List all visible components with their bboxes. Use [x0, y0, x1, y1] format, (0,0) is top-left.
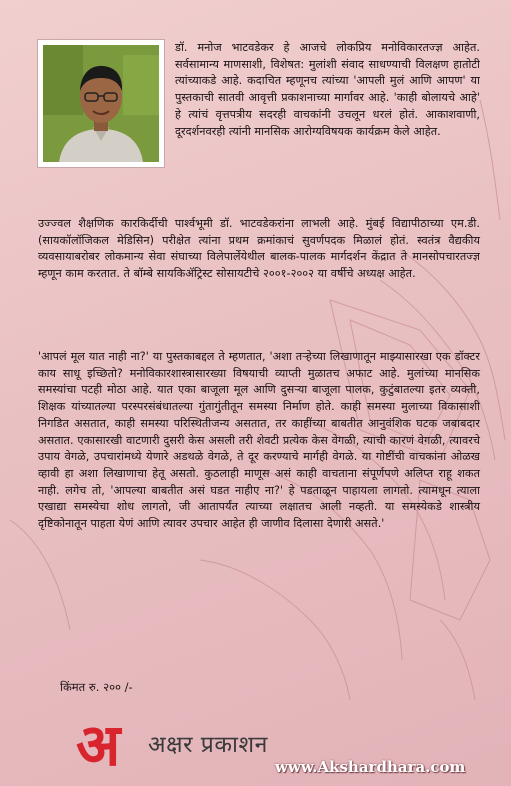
author-photo [43, 45, 159, 162]
akshar-logo-icon: अ [76, 711, 121, 779]
bio-paragraph-2-text: उज्ज्वल शैक्षणिक कारकिर्दीची पार्श्वभूमी डॉ. भाटवडेकरांना लाभली आहे. मुंबई विद्यापीठाच्या एम.डी. (सायकॉलॉजिकल मेडिसिन) परीक्षेत त्यांना प्रथम क्रमांकाचं सुवर्णपदक मिळालं होतं. स्वतंत्र वैद्यकीय व्यवसायाबरोबर लोकमान्य सेवा संघाच्या विलेपार्लेयेथील बालक-पालक मार्गदर्शन केंद्रात ते मानसोपचारतज्ज्ञ म्हणून काम करतात. ते बॉम्बे सायकिॲट्रिस्ट सोसायटीचे २००१-२००२ या वर्षीचे अध्यक्ष आहेत. [38, 217, 480, 281]
publisher-website-link[interactable]: www.Akshardhara.com [275, 758, 466, 776]
price-label: किंमत रु. २०० /- [60, 680, 133, 694]
author-bio-paragraph-1 [175, 40, 480, 140]
bio-paragraph-1-text: डॉ. मनोज भाटवडेकर हे आजचे लोकप्रिय मनोविकारतज्ज्ञ आहेत. सर्वसामान्य माणसाशी, विशेषत: मुलांशी संवाद साधण्याची विलक्षण हातोटी त्यांच्याकडे आहे. कदाचित म्हणूनच त्यांच्या 'आपली मुलं आणि आपण' या पुस्तकाची सातवी आवृत्ती प्रकाशनाच्या मार्गावर आहे. 'काही बोलायचे आहे' हे त्यांचं वृत्तपत्रीय सदरही वाचकांनी उचलून धरलं होतं. आकाशवाणी, दूरदर्शनवरही त्यांनी मानसिक आरोग्यविषयक कार्यक्रम केले आहेत. [175, 41, 480, 138]
author-photo-frame [38, 40, 164, 167]
author-quote-paragraph [38, 349, 480, 533]
author-bio-paragraph-2 [38, 216, 480, 283]
publisher-name: अक्षर प्रकाशन [148, 732, 268, 758]
author-portrait-icon [43, 45, 159, 162]
quote-paragraph-text: 'आपलं मूल यात नाही ना?' या पुस्तकाबद्दल ते म्हणतात, 'अशा तऱ्हेच्या लिखाणातून माझ्यासारखा एक डॉक्टर काय साधू इच्छितो? मनोविकारशास्त्रासारख्या विषयाची व्याप्ती मुळातच अफाट आहे. मुलांच्या मानसिक समस्यांचा पटही मोठा आहे. यात एका बाजूला मूल आणि दुसऱ्या बाजूला पालक, कुटुंबातल्या इतर व्यक्ती, शिक्षक यांच्यातल्या परस्परसंबंधातल्या गुंतागुंतीतून समस्या निर्माण होते. काही समस्या मुलाच्या विकासाशी निगडित असतात, काही समस्या परिस्थितीजन्य असतात, तर काहींच्या बाबतीत आनुवंशिक घटक जबाबदार असतात. एकासारखी वाटणारी दुसरी केस असली तरी शेवटी प्रत्येक केस वेगळी, त्याची कारणं वेगळी, त्यावरचे उपाय वेगळे, उपचारांमध्ये येणारे अडथळे वेगळे, ते दूर करण्याचे मार्गही वेगळे. या गोष्टींची वाचकांना ओळख व्हावी हा अशा लिखाणाचा हेतू असतो. कुठलाही माणूस असं काही वाचताना संपूर्णपणे अलिप्त राहू शकत नाही. लगेच तो, 'आपल्या बाबतीत असं घडत नाहीए ना?' हे पडताळून पाहायला लागतो. त्यामधून त्याला एखाद्या समस्येचा शोध लागतो, जी आतापर्यंत त्याच्या लक्षातच आली नव्हती. या समस्येकडे शास्त्रीय दृष्टिकोनातून पाहता येणं आणि त्यावर उपचार आहेत ही जाणीव दिलासा देणारी असते.' [38, 350, 480, 531]
